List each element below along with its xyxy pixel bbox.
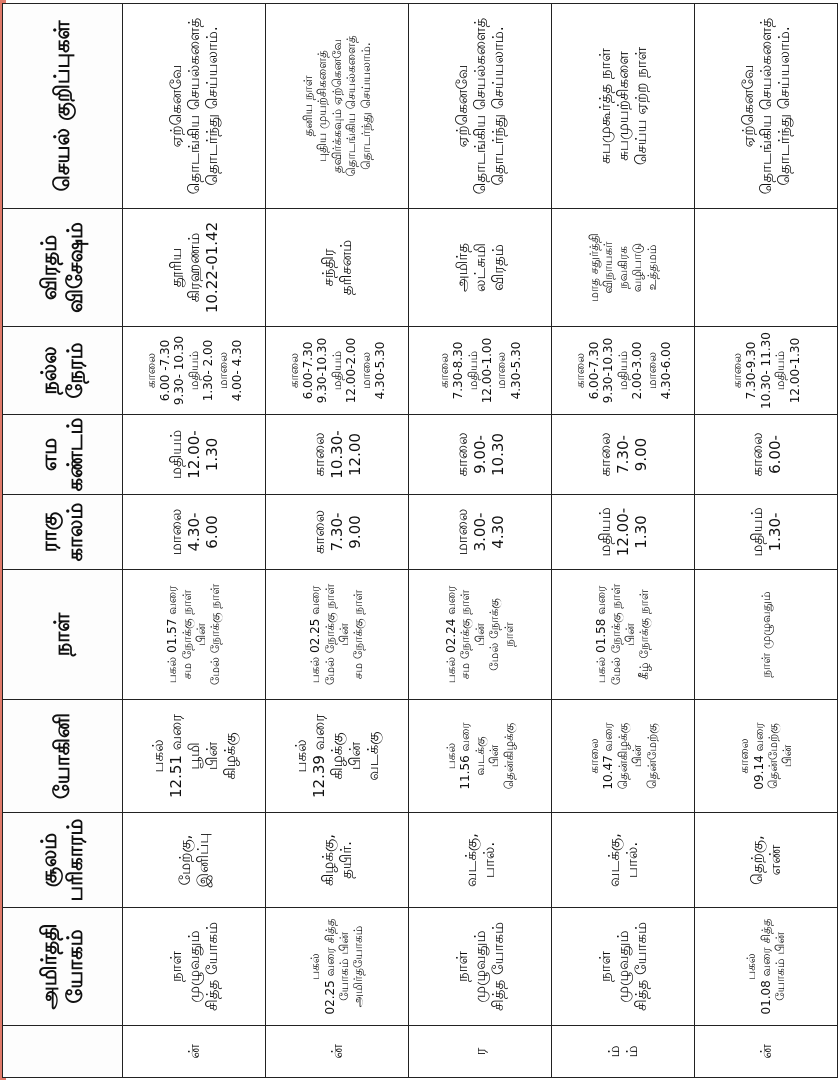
ema-cell: மதியம் 12.00- 1.30: [123, 415, 266, 495]
row-day-cell: ன்: [266, 1026, 409, 1078]
raagu-cell: மாலை 4.30- 6.00: [123, 495, 266, 570]
seyal-cell: சுபமுகூர்த்த நாள் சுபமுயற்சிகளை செய்ய ஏற்ற நாள்: [552, 4, 695, 209]
raagu-cell: மதியம் 12.00- 1.30: [552, 495, 695, 570]
row-day-cell: ன்: [695, 1026, 838, 1078]
row-day-cell: ன்: [123, 1026, 266, 1078]
nalla-neram-cell: காலை 7.30-9.30 10.30- 11.30 மதியம் 12.00-1.30: [695, 327, 838, 415]
viratham-cell: மாத சதுர்த்தி விநாயகர் நவகிரக வழிபாடு உத்தமம்: [552, 209, 695, 327]
header-yogini: யோகினி: [3, 700, 123, 813]
raagu-cell: மாலை 3.00- 4.30: [409, 495, 552, 570]
raagu-cell: மதியம் 1.30-: [695, 495, 838, 570]
panchang-table: [2, 3, 838, 1078]
header-viratham-visesham: விரதம் விசேஷம்: [3, 209, 123, 327]
amirthathi-cell: நாள் முழுவதும் சித்த யோகம்: [123, 908, 266, 1026]
viratham-cell: தூரிய கிரஹணம் 10.22-01.42: [123, 209, 266, 327]
header-raagu-kaalam: ராகு காலம்: [3, 495, 123, 570]
soolam-cell: தெற்கு, எண்: [695, 813, 838, 908]
soolam-cell: வடக்கு, பால்.: [552, 813, 695, 908]
table-row: [695, 4, 838, 1078]
viratham-cell: [695, 209, 838, 327]
raagu-cell: காலை 7.30- 9.00: [266, 495, 409, 570]
viratham-cell: அமிர்த லட்சுமி விரதம்: [409, 209, 552, 327]
header-seyal-kurippugal: செயல் குறிப்புகள்: [3, 4, 123, 209]
table-row: [552, 4, 695, 1078]
nalla-neram-cell: காலை 6.00 -7.30 9.30- 10.30 மதியம் 1.30- 2.00 மாலை 4.00- 4.30: [123, 327, 266, 415]
viratham-cell: சந்திர தரிசனம்: [266, 209, 409, 327]
yogini-cell: பகல் 12.39 வரை கிழக்கு பின் வடக்கு: [266, 700, 409, 813]
yogini-cell: காலை 09.14 வரை தென்மேற்கு பின்: [695, 700, 838, 813]
header-ema-kandam: எம கண்டம்: [3, 415, 123, 495]
ema-cell: காலை 9.00- 10.30: [409, 415, 552, 495]
soolam-cell: வடக்கு, பால்.: [409, 813, 552, 908]
amirthathi-cell: நாள் முழுவதும் சித்த யோகம்: [409, 908, 552, 1026]
table-row: [266, 4, 409, 1078]
soolam-cell: மேற்கு, இனிப்பு: [123, 813, 266, 908]
header-cell: [3, 1026, 123, 1078]
ema-cell: காலை 7.30- 9.00: [552, 415, 695, 495]
seyal-cell: தனிய நாள் புதிய முயற்சிகளைத் தவிர்க்கவும் ஏற்கெனவே தொடங்கிய செயல்களைத் தொடர்ந்து செய்யலாம்.: [266, 4, 409, 209]
seyal-cell: ஏற்கெனவே தொடங்கிய செயல்களைத் தொடர்ந்து செய்யலாம்.: [409, 4, 552, 209]
table-row: [123, 4, 266, 1078]
naal-cell: பகல் 01.57 வரை சம நோக்கு நாள் பின் மேல் நோக்கு நாள்: [123, 570, 266, 700]
nalla-neram-cell: காலை 7.30-8.30 மதியம் 12.00-1.00 மாலை 4.30-5.30: [409, 327, 552, 415]
ema-cell: காலை 6.00-: [695, 415, 838, 495]
header-naal: நாள்: [3, 570, 123, 700]
amirthathi-cell: பகல் 01.08 வரை சித்த யோகம் பின்: [695, 908, 838, 1026]
header-nalla-neram: நல்ல நேரம்: [3, 327, 123, 415]
table-row: [409, 4, 552, 1078]
nalla-neram-cell: காலை 6.00-7.30 9.30-10.30 மதியம் 2.00-3.00 மாலை 4.30-6.00: [552, 327, 695, 415]
header-soolam-parigaram: சூலம் பரிகாரம்: [3, 813, 123, 908]
naal-cell: பகல் 02.25 வரை மேல் நோக்கு நாள் பின் சம நோக்கு நாள்: [266, 570, 409, 700]
seyal-cell: ஏற்கெனவே தொடங்கிய செயல்களைத் தொடர்ந்து செய்யலாம்.: [123, 4, 266, 209]
yogini-cell: பகல் 11.56 வரை வடக்கு பின் தென்கிழக்கு: [409, 700, 552, 813]
amirthathi-cell: பகல் 02.25 வரை சித்த யோகம் பின் அமிர்தயோகம்: [266, 908, 409, 1026]
soolam-cell: கிழக்கு, தயிர்.: [266, 813, 409, 908]
naal-cell: பகல் 01.58 வரை மேல் நோக்கு நாள் பின் கீழ் நோக்கு நாள்: [552, 570, 695, 700]
yogini-cell: காலை 10.47 வரை தென்கிழக்கு பின் தென்மேற்கு: [552, 700, 695, 813]
naal-cell: பகல் 02.24 வரை சம நோக்கு நாள் பின் மேல் நோக்கு நாள்: [409, 570, 552, 700]
header-amirthathi-yogam: அமிர்ததி யோகம்: [3, 908, 123, 1026]
row-day-cell: ர: [409, 1026, 552, 1078]
ema-cell: காலை 10.30- 12.00: [266, 415, 409, 495]
row-day-cell: ம் ம்: [552, 1026, 695, 1078]
header-row: [3, 4, 123, 1078]
seyal-cell: ஏற்கெனவே தொடங்கிய செயல்களைத் தொடர்ந்து செய்யலாம்.: [695, 4, 838, 209]
amirthathi-cell: நாள் முழுவதும் சித்த யோகம்: [552, 908, 695, 1026]
yogini-cell: பகல் 12.51 வரை பூமி பின் கிழக்கு: [123, 700, 266, 813]
naal-cell: நாள் முழுவதும்: [695, 570, 838, 700]
nalla-neram-cell: காலை 6.00-7.30 9.30-10.30 மதியம் 12.00-2.00 மாலை 4.30-5.30: [266, 327, 409, 415]
